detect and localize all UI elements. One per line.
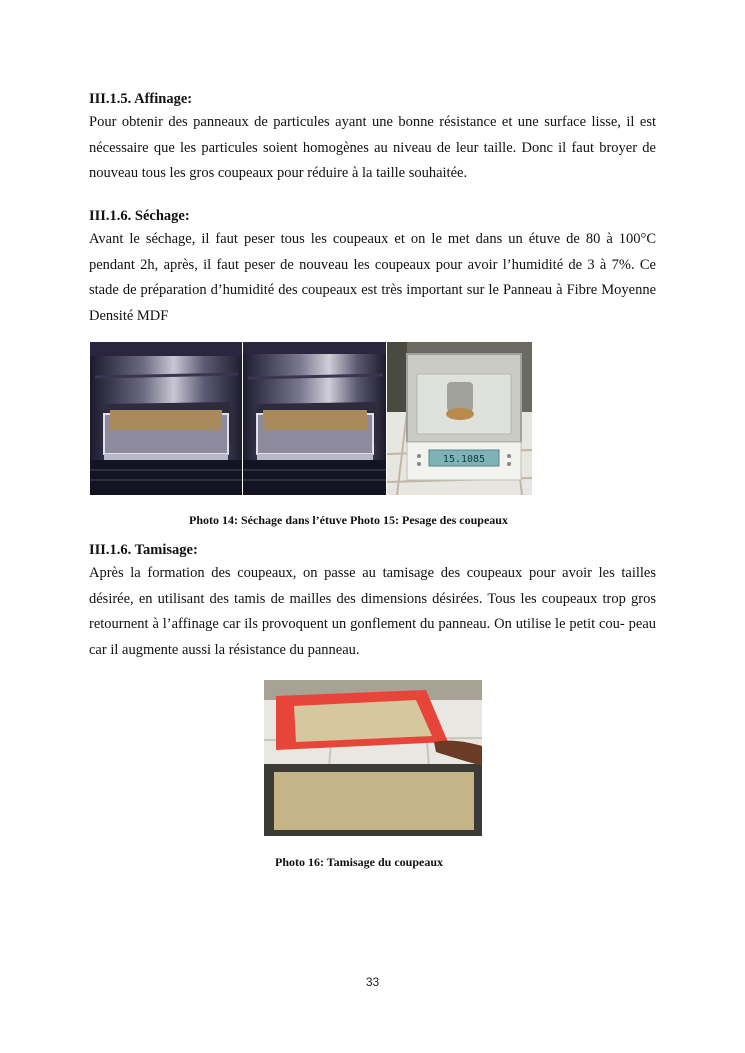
text-line: Moyenne Densité MDF <box>89 282 656 324</box>
paragraph-tamisage <box>89 561 656 663</box>
text-line: peau car il augmente aussi la résistance du panneau. <box>89 616 657 658</box>
text-line: Pour obtenir des panneaux de particules ayant une bonne résistance et une surface lisse, il est <box>89 114 656 130</box>
photo-row-sechage-pesage <box>90 342 535 495</box>
page-number: 33 <box>365 975 380 989</box>
photo-caption-14-15: Photo 14: Séchage dans l’étuve Photo 15: Pesage des coupeaux <box>189 513 508 527</box>
paragraph-sechage <box>89 227 656 329</box>
text-line: Après la formation des coupeaux, on passe au tamisage des coupeaux pour avoir les tailles <box>89 565 656 581</box>
text-line: désirée, en utilisant des tamis de mailles des dimensions désirées. Tous les coupeaux trop gros <box>89 590 656 607</box>
text-line: nouveau tous les gros coupeaux pour réduire à la taille souhaitée. <box>89 165 468 181</box>
section-heading: III.1.5. Affinage: <box>89 91 193 107</box>
section-heading: III.1.6. Séchage: <box>89 208 190 224</box>
section-affinage <box>89 88 656 187</box>
scale-photo <box>387 342 532 495</box>
section-heading: III.1.6. Tamisage: <box>89 542 198 558</box>
scale-display-value: 15.1085 <box>442 454 486 465</box>
section-tamisage <box>89 539 656 663</box>
text-line: pendant 2h, après, il faut peser de nouveau les coupeaux pour avoir l’humidité de 3 à 7%. Ce <box>89 256 656 273</box>
text-line: stade de préparation d’humidité des coupeaux est très important sur le Panneau à Fibre <box>89 282 598 298</box>
sieving-photo <box>264 680 482 836</box>
section-sechage <box>89 205 656 329</box>
oven-photo-1 <box>90 342 242 495</box>
text-line: retournent à l’affinage car ils provoquent un gonflement du panneau. On utilise le petit cou- <box>89 616 625 632</box>
text-line: nécessaire que les particules soient homogènes au niveau de leur taille. Donc il faut broyer de <box>89 139 656 156</box>
paragraph-affinage <box>89 110 656 187</box>
photo-caption-16: Photo 16: Tamisage du coupeaux <box>275 855 444 869</box>
oven-photo-2 <box>243 342 386 495</box>
text-line: Avant le séchage, il faut peser tous les coupeaux et on le met dans un étuve de 80 à 100°C <box>89 231 656 247</box>
